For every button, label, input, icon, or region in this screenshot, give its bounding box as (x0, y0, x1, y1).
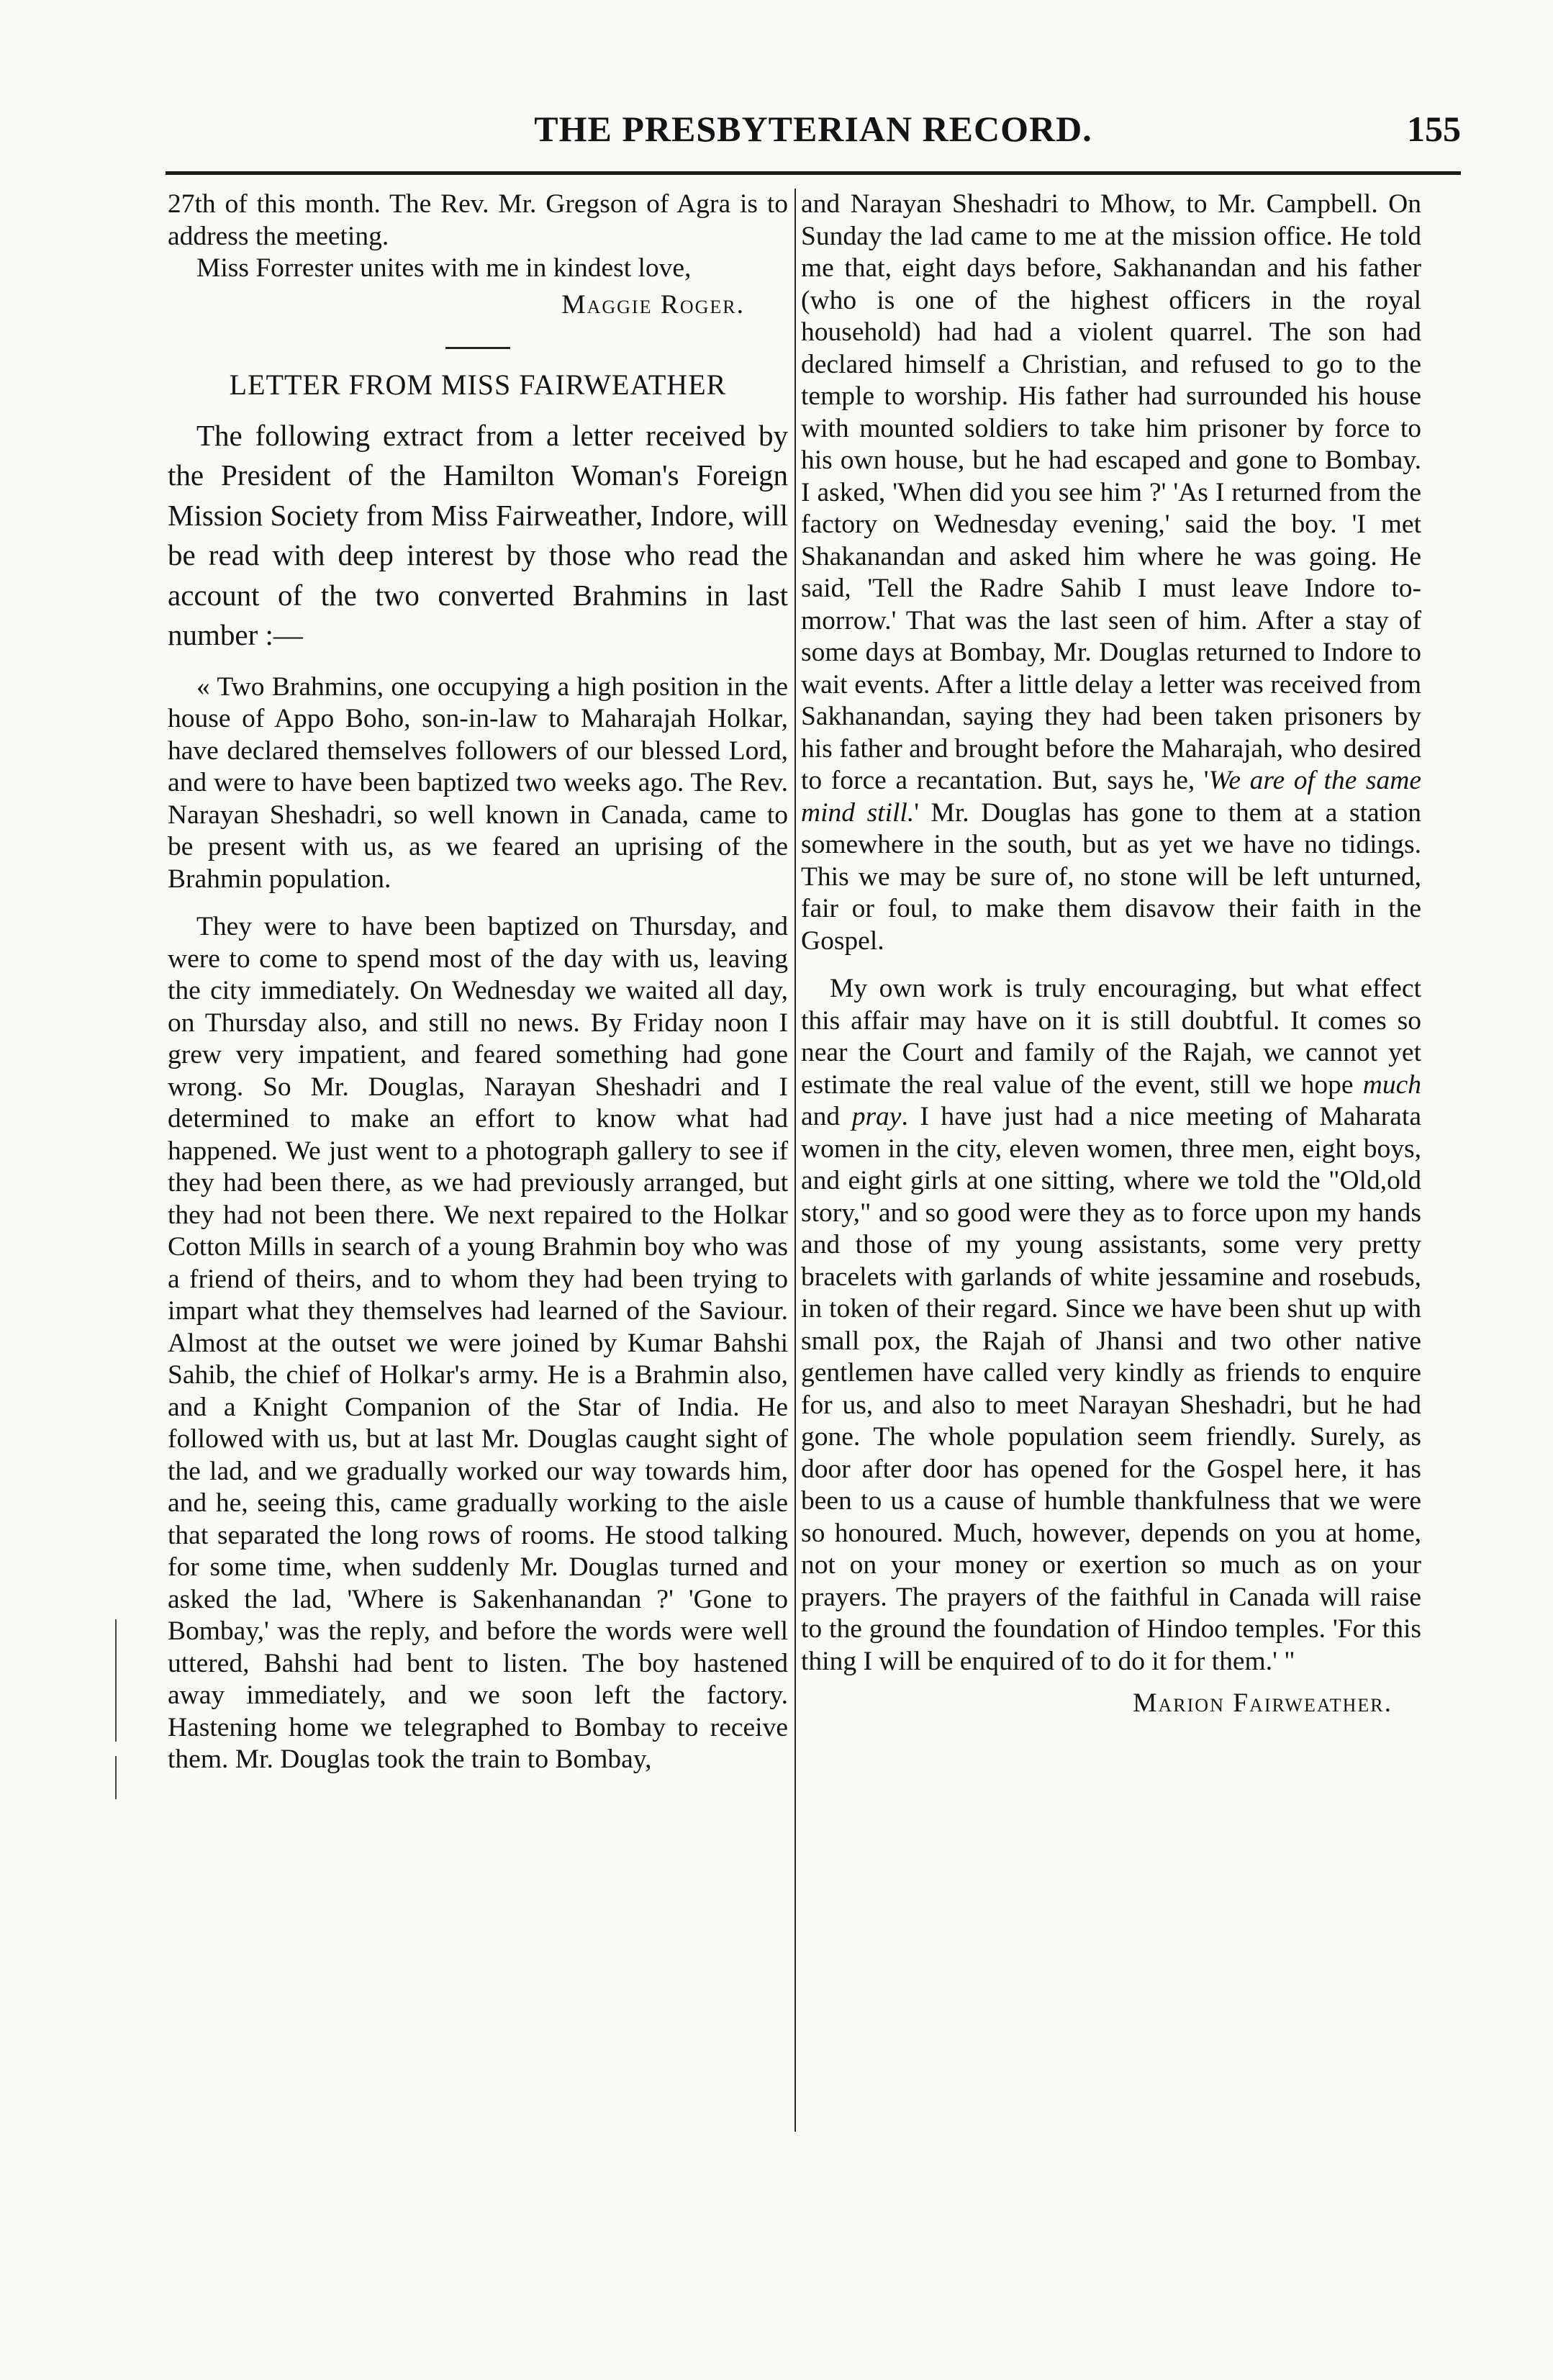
letter-paragraph (801, 189, 1421, 957)
text-run: ' Mr. Douglas has gone to them at a station somewhere in the south, but as yet we have no tidings. This we may be sure of, no stone will be left unturned, fair or foul, to make them disavow their faith in the Gospel. (801, 797, 1421, 956)
column-divider (794, 189, 796, 2132)
right-column (801, 189, 1421, 1720)
paragraph: Miss Forrester unites with me in kindest love, (196, 253, 692, 283)
header-rule (166, 171, 1461, 175)
article-heading: LETTER FROM MISS FAIRWEATHER (229, 368, 727, 401)
text-run: and (801, 1102, 852, 1131)
journal-title: THE PRESBYTERIAN RECORD. (534, 109, 1092, 149)
margin-mark (115, 1756, 117, 1799)
left-column (168, 189, 788, 1776)
running-header (166, 108, 1461, 166)
page-number: 155 (1407, 109, 1461, 149)
text-run: My own work is truly encouraging, but what effect this affair may have on it is still doubtful. It comes so near the Court and family of the Rajah, we cannot yet estimate the real value of the event, still we hope (801, 974, 1421, 1100)
signature: Marion Fairweather. (1133, 1688, 1393, 1718)
margin-mark (115, 1619, 117, 1742)
text-run: and Narayan Sheshadri to Mhow, to Mr. Campbell. On Sunday the lad came to me at the mission office. He told me that, eight days before, Sakhanandan and his father (who is one of the highest officers in the royal household) had had a violent quarrel. The son had declared himself a Christian, and refused to go to the temple to worship. His father had surrounded his house with mounted soldiers to take him prisoner by force to his own house, but he had escaped and gone to Bombay. I asked, 'When did you see him ?' 'As I returned from the factory on Wednesday evening,' said the boy. 'I met Shakanandan and asked him where he was going. He said, 'Tell the Radre Sahib I must leave Indore to-morrow.' That was the last seen of him. After a stay of some days at Bombay, Mr. Douglas returned to Indore to wait events. After a little delay a letter was received from Sakhanandan, saying they had been taken prisoners by his father and brought before the Maharajah, who desired to force a recantation. But, says he, ' (801, 189, 1421, 795)
article-intro: The following extract from a letter received by the President of the Hamilton Woman's Foreign Mission Society from Miss Fairweather, Indore, will be read with deep interest by those who read the account of the two converted Brahmins in last number :— (168, 418, 788, 651)
paragraph: 27th of this month. The Rev. Mr. Gregson of Agra is to address the meeting. (168, 189, 788, 251)
signature: Maggie Roger. (561, 289, 745, 320)
letter-paragraph (801, 973, 1421, 1678)
letter-paragraph: « Two Brahmins, one occupying a high position in the house of Appo Boho, son-in-law to Maharajah Holkar, have declared themselves followers of our blessed Lord, and were to have been baptized two weeks ago. The Rev. Narayan Sheshadri, so well known in Canada, came to be present with us, as we feared an uprising of the Brahmin population. (168, 671, 788, 894)
text-run: . I have just had a nice meeting of Maharata women in the city, eleven women, three men, eight boys, and eight girls at one sitting, where we told the "Old,old story," and so good were they as to force upon my hands and those of my young assistants, some very pretty bracelets with garlands of white jessamine and rosebuds, in token of their regard. Since we have been shut up with small pox, the Rajah of Jhansi and two other native gentlemen have called very kindly as friends to enquire for us, and also to meet Narayan Sheshadri, but he had gone. The whole population seem friendly. Surely, as door after door has opened for the Gospel here, it has been to us a cause of humble thankfulness that we were so honoured. Much, however, depends on you at home, not on your money or exertion so much as on your prayers. The prayers of the faithful in Canada will raise to the ground the foundation of Hindoo temples. 'For this thing I will be enquired of to do it for them.' " (801, 1102, 1421, 1676)
letter-paragraph: They were to have been baptized on Thursday, and were to come to spend most of the day with us, leaving the city immediately. On Wednesday we waited all day, on Thursday also, and still no news. By Friday noon I grew very impatient, and feared something had gone wrong. So Mr. Douglas, Narayan Sheshadri and I determined to make an effort to know what had happened. We just went to a photograph gallery to see if they had been there, as we had previously arranged, but they had not been there. We next repaired to the Holkar Cotton Mills in search of a young Brahmin boy who was a friend of theirs, and to whom they had been trying to impart what they themselves had learned of the Saviour. Almost at the outset we were joined by Kumar Bahshi Sahib, the chief of Holkar's army. He is a Brahmin also, and a Knight Companion of the Star of India. He followed with us, but at last Mr. Douglas caught sight of the lad, and we gradually worked our way towards him, and he, seeing this, came gradually working to the aisle that separated the long rows of rooms. He stood talking for some time, when suddenly Mr. Douglas turned and asked the lad, 'Where is Sakenhanandan ?' 'Gone to Bombay,' was the reply, and before the words were well uttered, Bahshi had bent to listen. The boy hastened away immediately, and we soon left the factory. Hastening home we telegraphed to Bombay to receive them. Mr. Douglas took the train to Bombay, (168, 912, 788, 1774)
italic-word: pray (851, 1102, 902, 1131)
italic-quote: We are of the same mind still. (801, 766, 1422, 828)
italic-word: much (1362, 1069, 1421, 1100)
section-divider (445, 347, 510, 349)
